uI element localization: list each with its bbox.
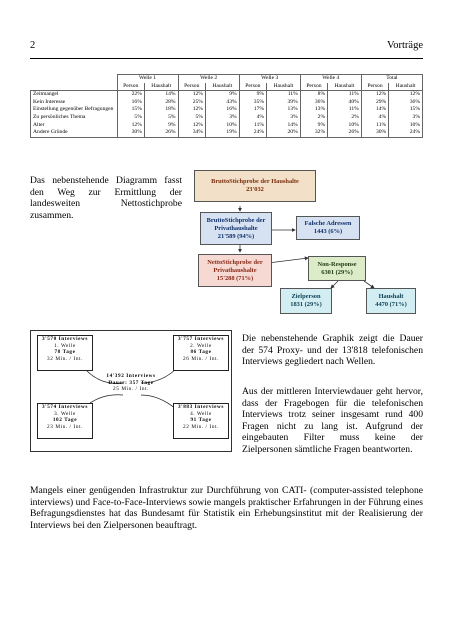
table-cell: 10% bbox=[205, 122, 239, 130]
brutto-private-households-box bbox=[200, 212, 272, 245]
wave-label: 3. Welle bbox=[54, 410, 76, 417]
sub-header: Haushalt bbox=[144, 83, 178, 91]
table-cell: 9% bbox=[205, 91, 239, 99]
table-cell: 11% bbox=[328, 91, 362, 99]
wave-2-box bbox=[173, 335, 229, 371]
sub-header: Haushalt bbox=[328, 83, 362, 91]
box-label: BruttoStichprobe der Haushalte bbox=[211, 178, 299, 185]
row-label: Einstellung gegenüber Befragungen bbox=[31, 106, 118, 114]
table-cell: 26% bbox=[144, 129, 178, 137]
brutto-households-box bbox=[194, 170, 316, 202]
table-cell: 5% bbox=[144, 114, 178, 122]
table-cell: 9% bbox=[144, 122, 178, 130]
table-cell: 20% bbox=[267, 129, 301, 137]
table-cell: 2% bbox=[328, 114, 362, 122]
wave-label: 2. Welle bbox=[190, 342, 212, 349]
row-label: Alter bbox=[31, 122, 118, 130]
table-cell: 13% bbox=[267, 106, 301, 114]
table-cell: 13% bbox=[300, 106, 327, 114]
page-header-title: Vorträge bbox=[387, 40, 423, 51]
box-value: 6301 (29%) bbox=[321, 268, 353, 276]
box-value: 4470 (71%) bbox=[375, 301, 407, 308]
box-label: Haushalt bbox=[378, 293, 404, 300]
sub-header: Person bbox=[239, 83, 266, 91]
interview-count: 14'392 Interviews bbox=[106, 373, 156, 379]
sub-header: Haushalt bbox=[389, 83, 423, 91]
table-cell: 15% bbox=[389, 106, 423, 114]
table-row bbox=[31, 122, 423, 130]
table-cell: 18% bbox=[144, 106, 178, 114]
wave-minutes: 23 Min. / Int. bbox=[47, 423, 83, 430]
table-cell: 12% bbox=[178, 91, 205, 99]
table-cell: 28% bbox=[144, 99, 178, 107]
table-cell: 24% bbox=[239, 129, 266, 137]
table-cell: 8% bbox=[300, 91, 327, 99]
table-cell: 32% bbox=[300, 129, 327, 137]
interview-count: 3'757 Interviews bbox=[177, 336, 225, 342]
wave-header: Welle 2 bbox=[178, 75, 239, 83]
table-cell: 9% bbox=[300, 122, 327, 130]
interview-count: 3'574 Interviews bbox=[41, 404, 89, 410]
table-cell: 2% bbox=[300, 114, 327, 122]
paragraph-sample-intro: Das nebenstehende Diagramm fasst den Weg zur Ermittlung der landesweiten Nettostichprobe zusammen. bbox=[30, 175, 182, 221]
table-cell: 10% bbox=[328, 122, 362, 130]
table-cell: 15% bbox=[117, 106, 144, 114]
wave-days: 78 Tage bbox=[54, 349, 76, 356]
table-cell: 14% bbox=[144, 91, 178, 99]
table-cell: 3% bbox=[267, 114, 301, 122]
box-value: 1443 (6%) bbox=[313, 228, 343, 235]
interview-duration-graphic bbox=[30, 330, 232, 452]
wave-minutes: 25 Min. / Int. bbox=[113, 386, 149, 393]
table-cell: 36% bbox=[300, 99, 327, 107]
wave-1-box bbox=[37, 335, 93, 371]
paragraph-cati-infrastructure: Mangels einer genügenden Infrastruktur zur Durchführung von CATI- (computer-assisted telephone interviews) und Face-to-Face-Interviews sowie mangels praktischer Erfahrungen in der Führung eines Befragungsdienstes hat das Bundesamt für Statistik ein Erhebungsinstitut mit der Realisierung der Interviews bei den Zielpersonen beauftragt. bbox=[30, 485, 423, 531]
sub-header: Person bbox=[300, 83, 327, 91]
sub-header: Person bbox=[117, 83, 144, 91]
header-rule bbox=[30, 58, 423, 59]
table-row bbox=[31, 106, 423, 114]
wave-label: 1. Welle bbox=[54, 342, 76, 349]
total-interviews-box bbox=[97, 373, 165, 399]
wave-days: 91 Tage bbox=[190, 417, 212, 424]
netto-private-households-box bbox=[198, 254, 272, 287]
table-cell: 17% bbox=[239, 106, 266, 114]
page-number: 2 bbox=[30, 40, 36, 51]
table-cell: 36% bbox=[389, 99, 423, 107]
wave-3-box bbox=[37, 403, 93, 439]
sub-header: Haushalt bbox=[267, 83, 301, 91]
wave-days: 102 Tage bbox=[52, 417, 78, 424]
table-cell: 14% bbox=[267, 122, 301, 130]
box-value: 21'589 (94%) bbox=[217, 232, 255, 240]
box-label: Zielperson bbox=[291, 293, 321, 300]
table-cell: 16% bbox=[117, 99, 144, 107]
row-label: Zeitmangel bbox=[31, 91, 118, 99]
table-cell: 12% bbox=[178, 106, 205, 114]
paragraph-questionnaire-length: Aus der mittleren Interviewdauer geht hervor, dass der Fragebogen für die telefonischen Interviews trotz seiner insgesamt rund 400 Fragen nicht zu lang ist. Aufgrund der eingebauten Filter muss keine der Zielpersonen sämtliche Fragen beantworten. bbox=[242, 386, 423, 455]
table-cell: 30% bbox=[361, 129, 388, 137]
wave-header: Welle 1 bbox=[117, 75, 178, 83]
table-row bbox=[31, 114, 423, 122]
table-cell: 12% bbox=[178, 122, 205, 130]
table-cell: 9% bbox=[239, 91, 266, 99]
table-row bbox=[31, 129, 423, 137]
sub-header: Person bbox=[178, 83, 205, 91]
table-cell: 22% bbox=[117, 91, 144, 99]
wrong-addresses-box bbox=[296, 216, 360, 240]
table-cell: 43% bbox=[205, 99, 239, 107]
table-cell: 30% bbox=[117, 129, 144, 137]
sub-header: Haushalt bbox=[205, 83, 239, 91]
table-cell: 11% bbox=[239, 122, 266, 130]
wave-minutes: 26 Min. / Int. bbox=[183, 355, 219, 362]
row-label: Kein Interesse bbox=[31, 99, 118, 107]
row-label: Andere Gründe bbox=[31, 129, 118, 137]
wave-minutes: 32 Min. / Int. bbox=[47, 355, 83, 362]
table-row bbox=[31, 91, 423, 99]
box-value: 15'288 (71%) bbox=[216, 274, 254, 282]
table-cell: 12% bbox=[361, 91, 388, 99]
table-cell: 11% bbox=[267, 91, 301, 99]
refusal-reasons-table bbox=[30, 74, 423, 138]
table-cell: 10% bbox=[389, 122, 423, 130]
box-label: Falsche Adressen bbox=[304, 220, 352, 227]
interview-count: 3'883 Interviews bbox=[177, 404, 225, 410]
table-cell: 11% bbox=[328, 106, 362, 114]
table-cell: 12% bbox=[389, 91, 423, 99]
table-cell: 40% bbox=[328, 99, 362, 107]
sub-header: Person bbox=[361, 83, 388, 91]
box-label: BruttoStichprobe der Privathaushalte bbox=[206, 216, 266, 232]
table-cell: 24% bbox=[389, 129, 423, 137]
table-cell: 29% bbox=[361, 99, 388, 107]
table-cell: 25% bbox=[178, 99, 205, 107]
table-cell: 11% bbox=[361, 122, 388, 130]
table-cell: 4% bbox=[361, 114, 388, 122]
box-value: 1831 (29%) bbox=[290, 301, 322, 308]
wave-header: Welle 3 bbox=[239, 75, 300, 83]
total-duration: Dauer: 357 Tage bbox=[108, 379, 154, 386]
table-cell: 5% bbox=[117, 114, 144, 122]
box-label: Non-Response bbox=[317, 260, 357, 268]
row-label: Zu persönliches Thema bbox=[31, 114, 118, 122]
interview-count: 3'570 Interviews bbox=[41, 336, 89, 342]
target-person-box bbox=[280, 288, 332, 314]
wave-days: 86 Tage bbox=[190, 349, 212, 356]
box-label: NettoStichprobe der Privathaushalte bbox=[207, 258, 263, 274]
table-cell: 19% bbox=[205, 129, 239, 137]
paragraph-interview-duration: Die nebenstehende Graphik zeigt die Dauer der 574 Proxy- und der 13'818 telefonischen Interviews gegliedert nach Wellen. bbox=[242, 333, 423, 368]
table-cell: 14% bbox=[361, 106, 388, 114]
table-cell: 12% bbox=[117, 122, 144, 130]
wave-label: 4. Welle bbox=[190, 410, 212, 417]
table-cell: 5% bbox=[178, 114, 205, 122]
wave-header: Total bbox=[361, 75, 422, 83]
wave-4-box bbox=[173, 403, 229, 439]
box-value: 23'032 bbox=[246, 186, 264, 193]
household-box bbox=[366, 288, 416, 314]
table-cell: 26% bbox=[328, 129, 362, 137]
sample-flow-diagram bbox=[188, 168, 424, 318]
table-cell: 16% bbox=[205, 106, 239, 114]
table-cell: 4% bbox=[239, 114, 266, 122]
wave-header: Welle 4 bbox=[300, 75, 361, 83]
table-cell: 39% bbox=[267, 99, 301, 107]
table-cell: 3% bbox=[205, 114, 239, 122]
wave-minutes: 22 Min. / Int. bbox=[183, 423, 219, 430]
non-response-box bbox=[308, 256, 366, 281]
table-cell: 3% bbox=[389, 114, 423, 122]
table-cell: 35% bbox=[239, 99, 266, 107]
table-cell: 34% bbox=[178, 129, 205, 137]
